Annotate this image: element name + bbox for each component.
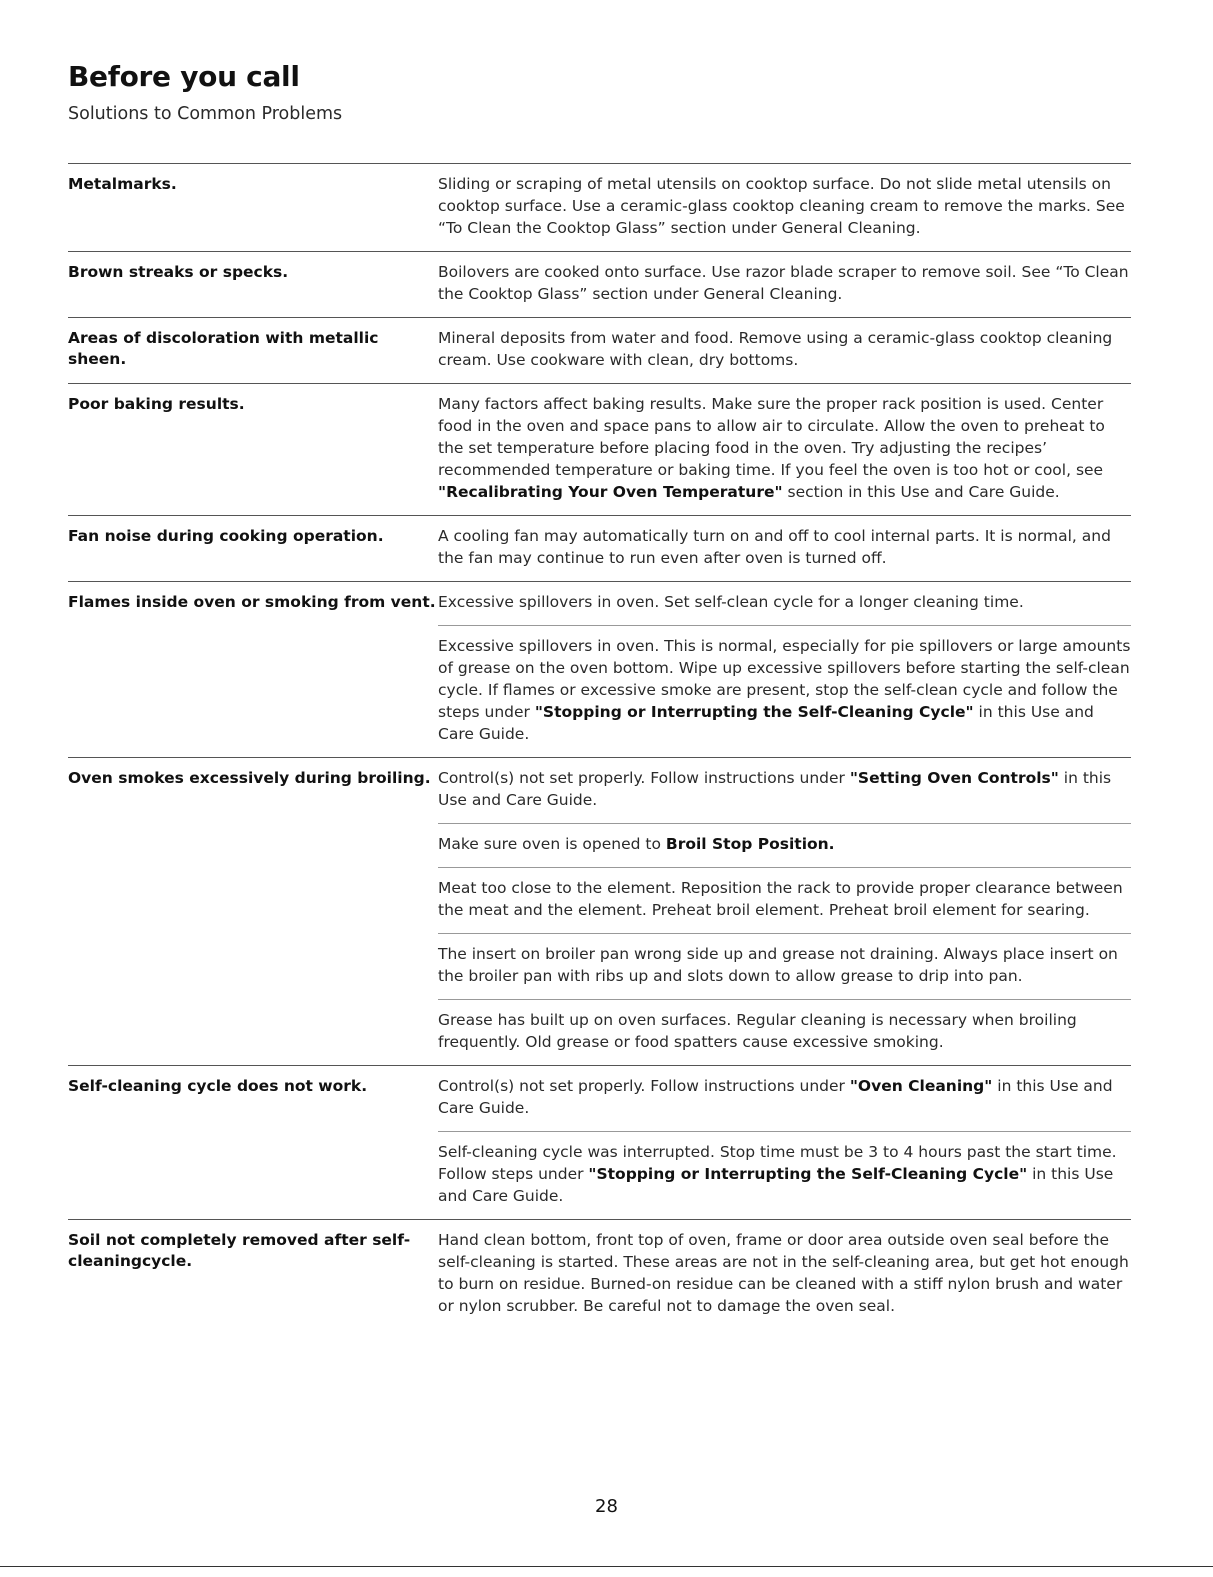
problem-label: Soil not completely removed after self-cleaningcycle.: [68, 1231, 411, 1270]
solution-reference: "Stopping or Interrupting the Self-Cleaning Cycle": [534, 703, 974, 721]
solution-segment: in this Use and Care Guide.: [438, 769, 1112, 809]
page-subtitle: Solutions to Common Problems: [68, 104, 343, 124]
solution-text: [438, 384, 1131, 515]
solution-segment: Control(s) not set properly. Follow instructions under: [438, 1077, 850, 1095]
table-row: [68, 383, 1131, 515]
table-row: [68, 515, 1131, 581]
solution-segment: Sliding or scraping of metal utensils on cooktop surface. Do not slide metal utensils on cooktop surface. Use a ceramic-glass cooktop cleaning cream to remove the marks. See “To Clean the Cooktop Glass” section under General Cleaning.: [438, 175, 1125, 237]
problem-label: Fan noise during cooking operation.: [68, 527, 384, 545]
solution-reference: "Stopping or Interrupting the Self-Cleaning Cycle": [588, 1165, 1028, 1183]
solution-text: [438, 1131, 1131, 1219]
page-title: Before you call: [68, 60, 300, 93]
solution-text: [438, 999, 1131, 1065]
solution-text: [438, 867, 1131, 933]
problem-label: Areas of discoloration with metallic sheen.: [68, 329, 379, 368]
page-number: 28: [595, 1496, 618, 1517]
solution-segment: Mineral deposits from water and food. Remove using a ceramic-glass cooktop cleaning cream. Use cookware with clean, dry bottoms.: [438, 329, 1113, 369]
solution-text: [438, 252, 1131, 317]
solution-text: [438, 823, 1131, 867]
solution-text: [438, 1220, 1131, 1329]
solution-segment: section in this Use and Care Guide.: [782, 483, 1060, 501]
solutions-cell: [438, 384, 1131, 515]
solution-segment: Hand clean bottom, front top of oven, frame or door area outside oven seal before the self-cleaning is started. These areas are not in the self-cleaning area, but get hot enough to burn on residue. Burned-on residue can be cleaned with a stiff nylon brush and water or nylon scrubber. Be careful not to damage the oven seal.: [438, 1231, 1129, 1315]
solution-reference: "Setting Oven Controls": [849, 769, 1059, 787]
table-row: [68, 1219, 1131, 1329]
solution-segment: in this Use and Care Guide.: [438, 1165, 1114, 1205]
problem-label: Self-cleaning cycle does not work.: [68, 1077, 368, 1095]
solutions-cell: [438, 318, 1131, 383]
bottom-rule: [0, 1566, 1213, 1567]
solution-reference: Broil Stop Position.: [665, 835, 835, 853]
solution-segment: Boilovers are cooked onto surface. Use razor blade scraper to remove soil. See “To Clean the Cooktop Glass” section under General Cleaning.: [438, 263, 1129, 303]
solutions-cell: [438, 516, 1131, 581]
solution-text: [438, 318, 1131, 383]
solution-segment: in this Use and Care Guide.: [438, 703, 1094, 743]
solutions-cell: [438, 252, 1131, 317]
solutions-cell: [438, 1220, 1131, 1329]
table-row: [68, 581, 1131, 757]
solution-text: [438, 516, 1131, 581]
table-row: [68, 163, 1131, 251]
table-row: [68, 1065, 1131, 1219]
solutions-cell: [438, 582, 1131, 757]
problem-label: Brown streaks or specks.: [68, 263, 289, 281]
solution-segment: Grease has built up on oven surfaces. Regular cleaning is necessary when broiling frequently. Old grease or food spatters cause excessive smoking.: [438, 1011, 1077, 1051]
solution-segment: The insert on broiler pan wrong side up and grease not draining. Always place insert on the broiler pan with ribs up and slots down to allow grease to drip into pan.: [438, 945, 1118, 985]
solution-segment: Control(s) not set properly. Follow instructions under: [438, 769, 850, 787]
solutions-cell: [438, 758, 1131, 1065]
solution-segment: Many factors affect baking results. Make sure the proper rack position is used. Center food in the oven and space pans to allow air to circulate. Allow the oven to preheat to the set temperature before placing food in the oven. Try adjusting the recipes’ recommended temperature or baking time. If you feel the oven is too hot or cool, see: [438, 395, 1105, 479]
solution-text: [438, 625, 1131, 757]
table-row: [68, 757, 1131, 1065]
problem-label: Flames inside oven or smoking from vent.: [68, 593, 436, 611]
table-row: [68, 317, 1131, 383]
solution-text: [438, 164, 1131, 251]
solution-text: [438, 758, 1131, 823]
solution-segment: Self-cleaning cycle was interrupted. Stop time must be 3 to 4 hours past the start time. Follow steps under: [438, 1143, 1117, 1183]
problem-label: Oven smokes excessively during broiling.: [68, 769, 431, 787]
solution-text: [438, 1066, 1131, 1131]
solution-segment: Excessive spillovers in oven. Set self-clean cycle for a longer cleaning time.: [438, 593, 1024, 611]
solution-segment: Meat too close to the element. Reposition the rack to provide proper clearance between the meat and the element. Preheat broil element. Preheat broil element for searing.: [438, 879, 1123, 919]
solution-reference: "Oven Cleaning": [849, 1077, 993, 1095]
solution-text: [438, 933, 1131, 999]
solution-text: [438, 582, 1131, 625]
solutions-cell: [438, 164, 1131, 251]
solution-reference: "Recalibrating Your Oven Temperature": [438, 483, 783, 501]
solution-segment: A cooling fan may automatically turn on and off to cool internal parts. It is normal, and the fan may continue to run even after oven is turned off.: [438, 527, 1111, 567]
solution-segment: Excessive spillovers in oven. This is normal, especially for pie spillovers or large amounts of grease on the oven bottom. Wipe up excessive spillovers before starting the self-clean cycle. If flames or excessive smoke are present, stop the self-clean cycle and follow the steps under: [438, 637, 1131, 721]
troubleshooting-table: [68, 163, 1131, 1329]
table-row: [68, 251, 1131, 317]
solution-segment: Make sure oven is opened to: [438, 835, 666, 853]
problem-label: Poor baking results.: [68, 395, 245, 413]
problem-label: Metalmarks.: [68, 175, 177, 193]
solution-segment: in this Use and Care Guide.: [438, 1077, 1113, 1117]
solutions-cell: [438, 1066, 1131, 1219]
